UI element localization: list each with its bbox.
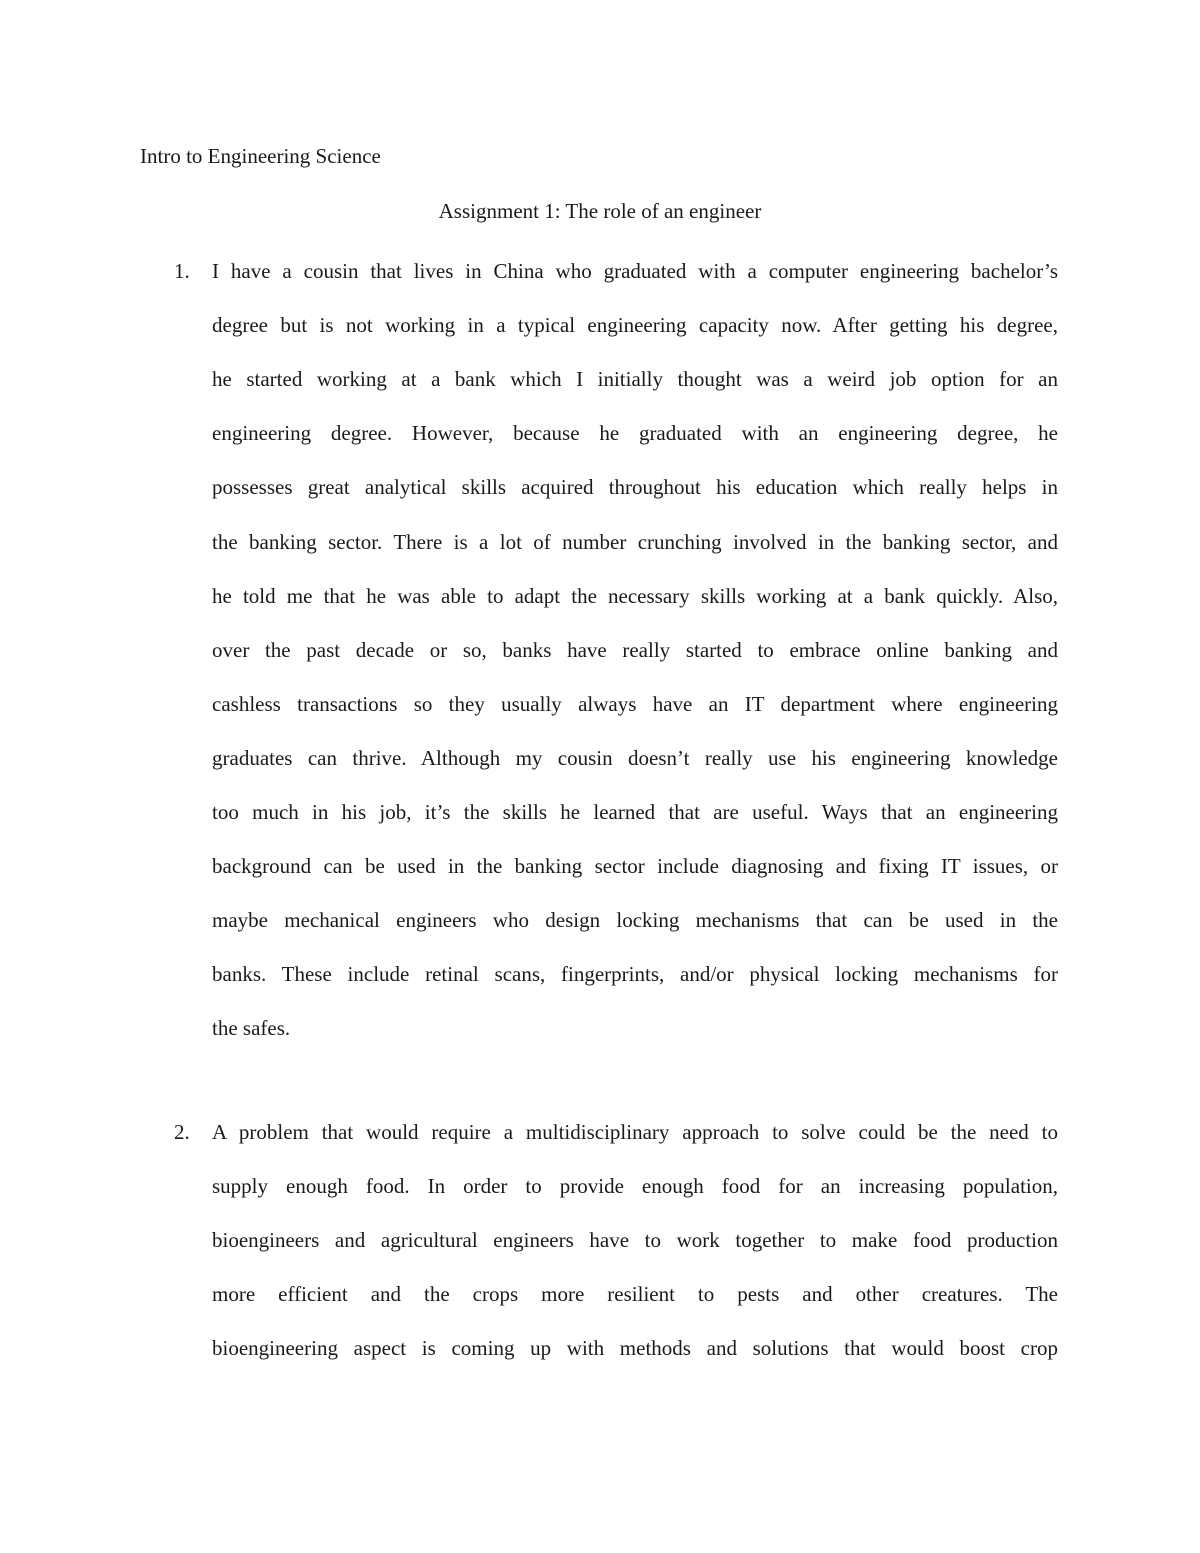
text-line: maybe mechanical engineers who design locking mechanisms that can be used in the xyxy=(212,908,1058,933)
text-line: bioengineering aspect is coming up with methods and solutions that would boost crop xyxy=(212,1336,1058,1361)
list-item-number: 2. xyxy=(174,1120,190,1144)
text-line: graduates can thrive. Although my cousin doesn’t really use his engineering knowledge xyxy=(212,745,1058,770)
text-line: he told me that he was able to adapt the necessary skills working at a bank quickly. Also, xyxy=(212,583,1058,608)
text-line: the banking sector. There is a lot of number crunching involved in the banking sector, and xyxy=(212,529,1058,554)
text-line: bioengineers and agricultural engineers have to work together to make food production xyxy=(212,1228,1058,1253)
text-line: he started working at a bank which I initially thought was a weird job option for an xyxy=(212,367,1058,392)
text-line: background can be used in the banking sector include diagnosing and fixing IT issues, or xyxy=(212,854,1058,879)
text-line: supply enough food. In order to provide enough food for an increasing population, xyxy=(212,1174,1058,1199)
text-line: possesses great analytical skills acquired throughout his education which really helps in xyxy=(212,475,1058,500)
text-line: more efficient and the crops more resilient to pests and other creatures. The xyxy=(212,1282,1058,1307)
text-line: over the past decade or so, banks have really started to embrace online banking and xyxy=(212,637,1058,662)
course-name: Intro to Engineering Science xyxy=(140,144,381,168)
text-line: A problem that would require a multidisciplinary approach to solve could be the need to xyxy=(212,1120,1058,1144)
text-line: too much in his job, it’s the skills he learned that are useful. Ways that an engineering xyxy=(212,800,1058,824)
assignment-title: Assignment 1: The role of an engineer xyxy=(438,199,762,223)
list-item-number: 1. xyxy=(174,259,190,283)
text-line: cashless transactions so they usually always have an IT department where engineering xyxy=(212,691,1058,716)
text-line: degree but is not working in a typical engineering capacity now. After getting his degree, xyxy=(212,313,1058,338)
text-line: banks. These include retinal scans, fingerprints, and/or physical locking mechanisms for xyxy=(212,962,1058,987)
text-line: engineering degree. However, because he graduated with an engineering degree, he xyxy=(212,421,1058,446)
text-line: I have a cousin that lives in China who graduated with a computer engineering bachelor’s xyxy=(212,259,1058,283)
text-line: the safes. xyxy=(212,1016,291,1041)
